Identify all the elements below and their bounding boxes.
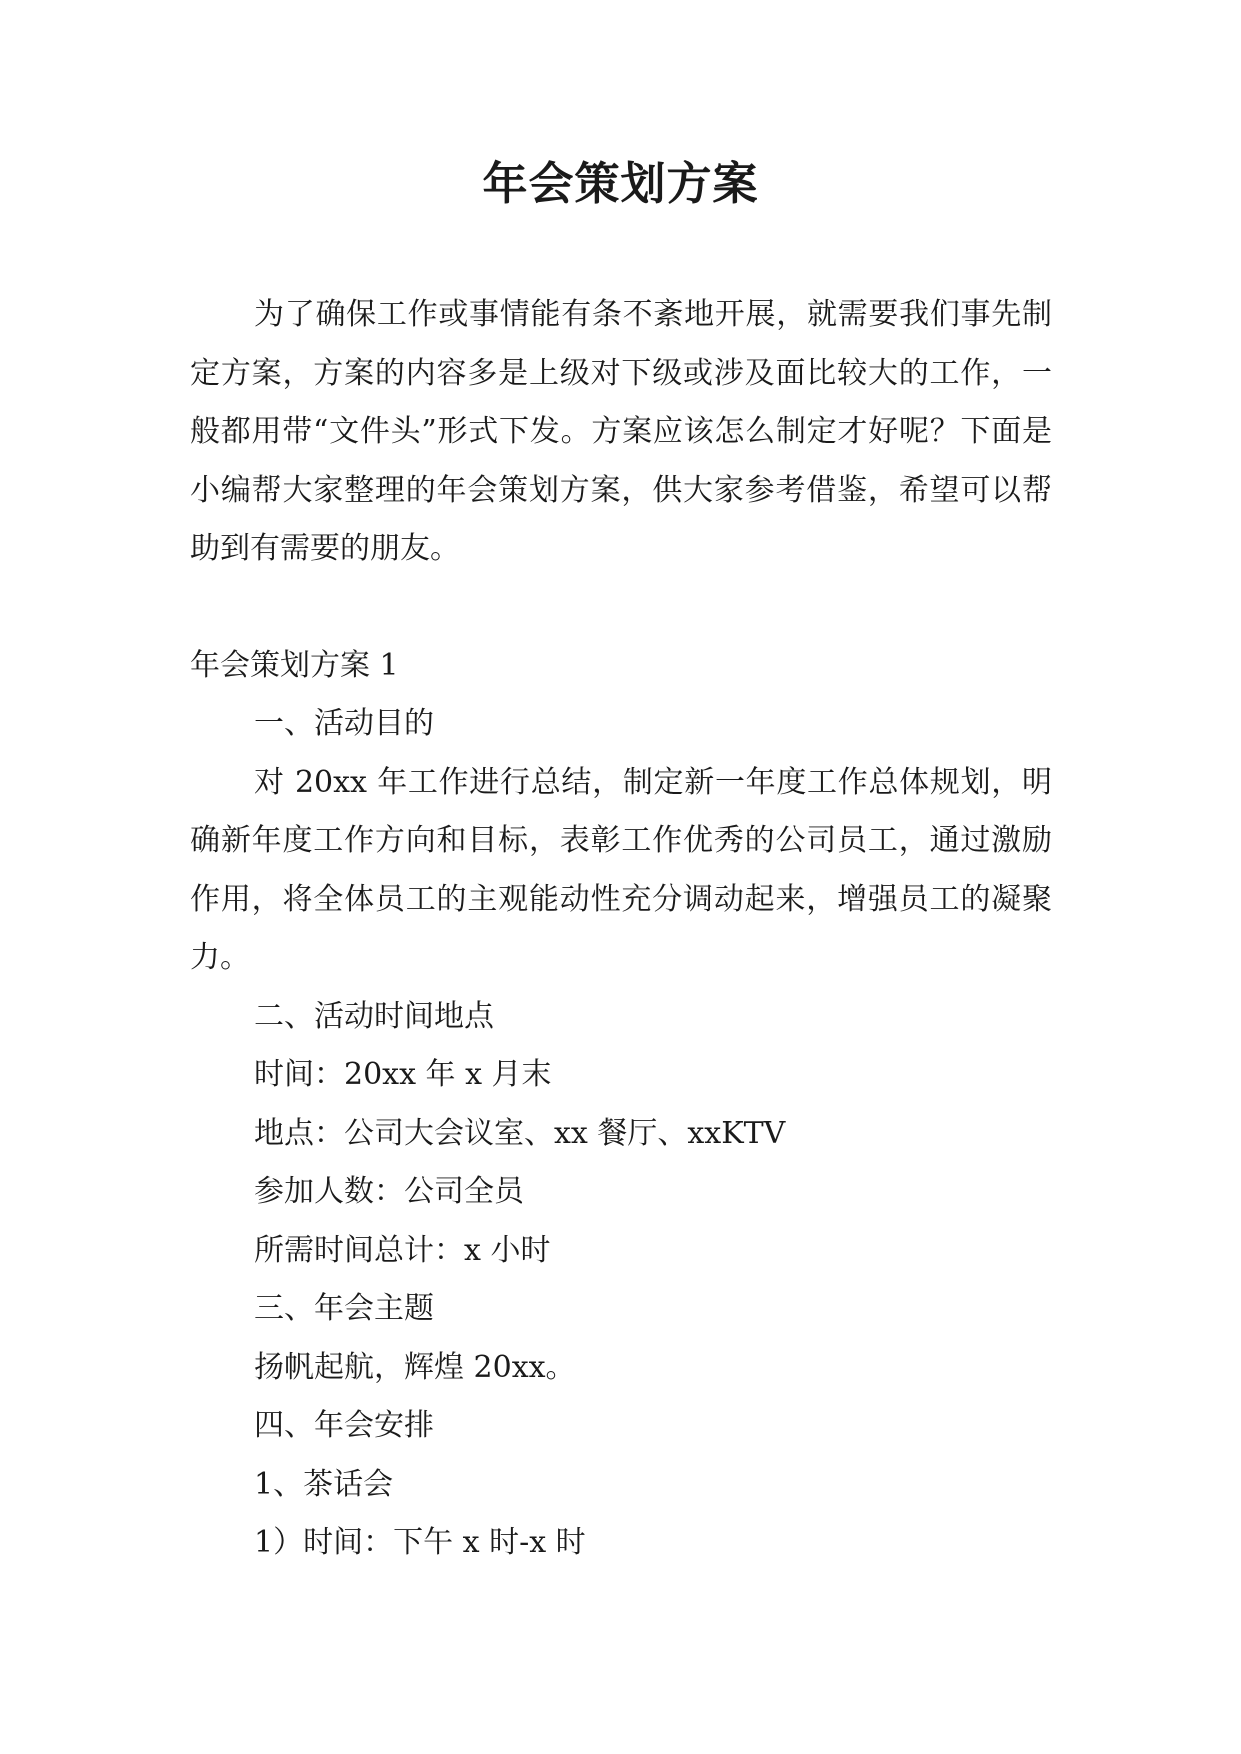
time-line: 时间：20xx 年 x 月末: [254, 1057, 552, 1092]
duration-line: 所需时间总计：x 小时: [254, 1232, 551, 1268]
section-title: 年会策划方案 1: [190, 647, 399, 683]
theme-line: 扬帆起航，辉煌 20xx。: [254, 1349, 576, 1385]
purpose-paragraph: 对 20xx 年工作进行总结，制定新一年度工作总体规划，明确新年度工作方向和目标，表彰工作优秀的公司员工，通过激励作用，将全体员工的主观能动性充分调动起来，增强员工的凝聚力。: [190, 764, 1052, 975]
schedule-item-tea-party: 1、茶话会: [254, 1466, 394, 1502]
document-body: [190, 286, 1052, 1573]
document-title: 年会策划方案: [482, 157, 759, 210]
place-line: 地点：公司大会议室、xx 餐厅、xxKTV: [254, 1115, 786, 1151]
schedule-subitem-time: 1）时间：下午 x 时-x 时: [254, 1525, 586, 1560]
attendees-line: 参加人数：公司全员: [254, 1174, 524, 1209]
section-heading-schedule: 四、年会安排: [254, 1408, 434, 1443]
section-heading-time-place: 二、活动时间地点: [254, 998, 494, 1034]
intro-paragraph: 为了确保工作或事情能有条不紊地开展，就需要我们事先制定方案，方案的内容多是上级对下级或涉及面比较大的工作，一般都用带“文件头”形式下发。方案应该怎么制定才好呢？下面是小编帮大家整理的年会策划方案，供大家参考借鉴，希望可以帮助到有需要的朋友。: [190, 297, 1052, 566]
section-heading-purpose: 一、活动目的: [254, 706, 434, 741]
section-heading-theme: 三、年会主题: [254, 1291, 434, 1326]
